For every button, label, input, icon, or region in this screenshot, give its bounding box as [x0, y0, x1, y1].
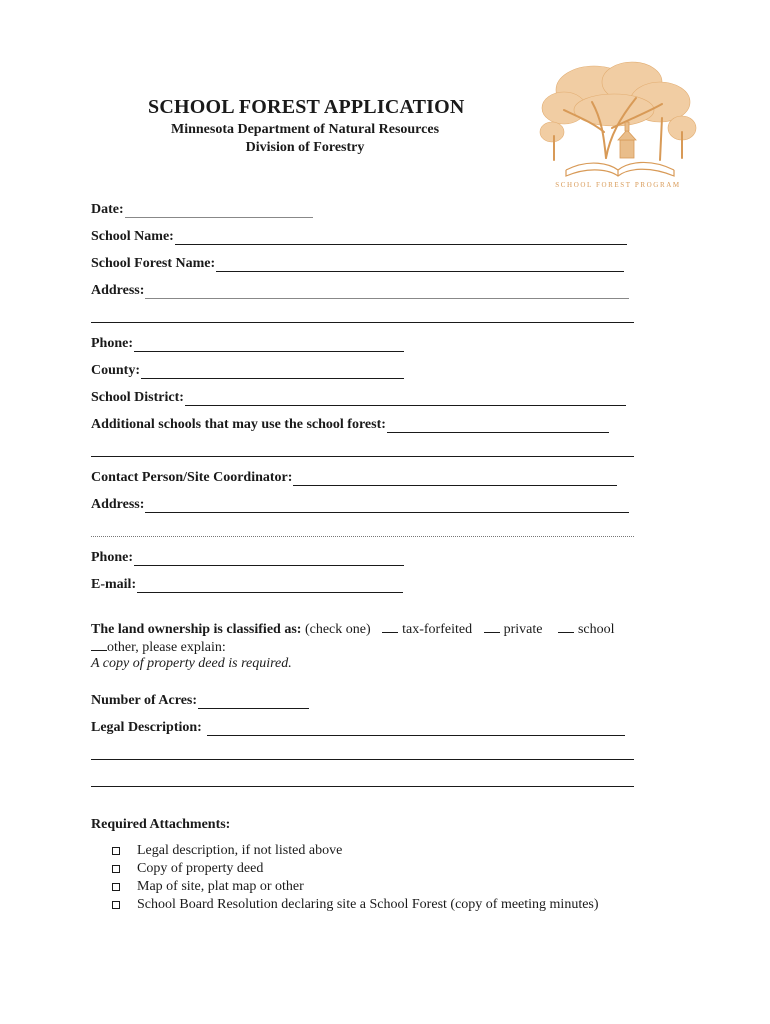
- contact-address-input-line-2[interactable]: [91, 535, 634, 537]
- school-checkbox[interactable]: [558, 620, 574, 633]
- school-name-input-line[interactable]: [175, 230, 627, 245]
- date-row: [91, 198, 313, 218]
- checkbox-icon[interactable]: [112, 883, 120, 891]
- legal-description-row: [91, 716, 625, 736]
- contact-phone-input-line[interactable]: [134, 551, 404, 566]
- attachment-label: Legal description, if not listed above: [137, 843, 343, 858]
- page-title: SCHOOL FOREST APPLICATION: [148, 96, 465, 118]
- other-option: other, please explain:: [107, 640, 226, 655]
- school-forest-logo: [532, 58, 704, 190]
- ownership-instruction: (check one): [304, 622, 371, 637]
- tax-forfeited-option: tax-forfeited: [402, 622, 473, 637]
- phone-input-line[interactable]: [134, 337, 404, 352]
- school-option: school: [577, 622, 615, 637]
- county-label: County:: [91, 363, 141, 378]
- attachment-label: Map of site, plat map or other: [137, 879, 304, 894]
- date-label: Date:: [91, 202, 124, 217]
- checkbox-icon[interactable]: [112, 901, 120, 909]
- school-name-label: School Name:: [91, 229, 174, 244]
- division-name: Division of Forestry: [245, 140, 365, 155]
- phone-label: Phone:: [91, 336, 133, 351]
- private-checkbox[interactable]: [484, 620, 500, 633]
- department-name: Minnesota Department of Natural Resources: [170, 122, 440, 137]
- school-name-row: [91, 225, 627, 245]
- phone-row: [91, 332, 404, 352]
- date-input-line[interactable]: [125, 203, 313, 218]
- legal-description-input-line-3[interactable]: [91, 785, 634, 787]
- attachment-item: [112, 897, 599, 913]
- address-input-line-2[interactable]: [91, 321, 634, 323]
- legal-description-label: Legal Description:: [91, 720, 202, 735]
- contact-phone-row: [91, 546, 404, 566]
- legal-description-input-line[interactable]: [207, 721, 625, 736]
- email-label: E-mail:: [91, 577, 137, 592]
- acres-input-line[interactable]: [198, 694, 309, 709]
- contact-person-label: Contact Person/Site Coordinator:: [91, 470, 293, 485]
- email-row: [91, 573, 403, 593]
- attachment-label: Copy of property deed: [137, 861, 264, 876]
- county-row: [91, 359, 404, 379]
- deed-note: A copy of property deed is required.: [91, 656, 292, 671]
- county-input-line[interactable]: [141, 364, 404, 379]
- contact-address-input-line[interactable]: [145, 498, 629, 513]
- school-district-input-line[interactable]: [185, 391, 626, 406]
- checkbox-icon[interactable]: [112, 847, 120, 855]
- ownership-label: The land ownership is classified as:: [91, 622, 302, 637]
- attachment-item: [112, 861, 263, 877]
- contact-phone-label: Phone:: [91, 550, 133, 565]
- contact-person-input-line[interactable]: [293, 471, 617, 486]
- school-district-row: [91, 386, 626, 406]
- tax-forfeited-checkbox[interactable]: [382, 620, 398, 633]
- school-forest-name-input-line[interactable]: [216, 257, 624, 272]
- additional-schools-row: [91, 413, 609, 433]
- attachment-item: [112, 843, 342, 859]
- additional-schools-label: Additional schools that may use the school forest:: [91, 417, 386, 432]
- contact-person-row: [91, 466, 617, 486]
- address-input-line[interactable]: [145, 284, 629, 299]
- address-label: Address:: [91, 283, 145, 298]
- email-input-line[interactable]: [137, 578, 403, 593]
- ownership-question: [91, 620, 615, 638]
- additional-schools-input-line[interactable]: [387, 418, 609, 433]
- attachment-item: [112, 879, 304, 895]
- acres-row: [91, 689, 309, 709]
- attachments-heading: Required Attachments:: [91, 817, 231, 832]
- logo-text: SCHOOL FOREST PROGRAM: [555, 181, 681, 189]
- school-district-label: School District:: [91, 390, 184, 405]
- private-option: private: [503, 622, 543, 637]
- contact-address-label: Address:: [91, 497, 145, 512]
- school-forest-name-row: [91, 252, 624, 272]
- additional-schools-input-line-2[interactable]: [91, 455, 634, 457]
- other-checkbox[interactable]: [91, 638, 107, 651]
- attachment-label: School Board Resolution declaring site a School Forest (copy of meeting minutes): [137, 897, 599, 912]
- legal-description-input-line-2[interactable]: [91, 758, 634, 760]
- contact-address-row: [91, 493, 629, 513]
- address-row: [91, 279, 629, 299]
- checkbox-icon[interactable]: [112, 865, 120, 873]
- acres-label: Number of Acres:: [91, 693, 198, 708]
- other-option-row: [91, 638, 226, 656]
- school-forest-name-label: School Forest Name:: [91, 256, 216, 271]
